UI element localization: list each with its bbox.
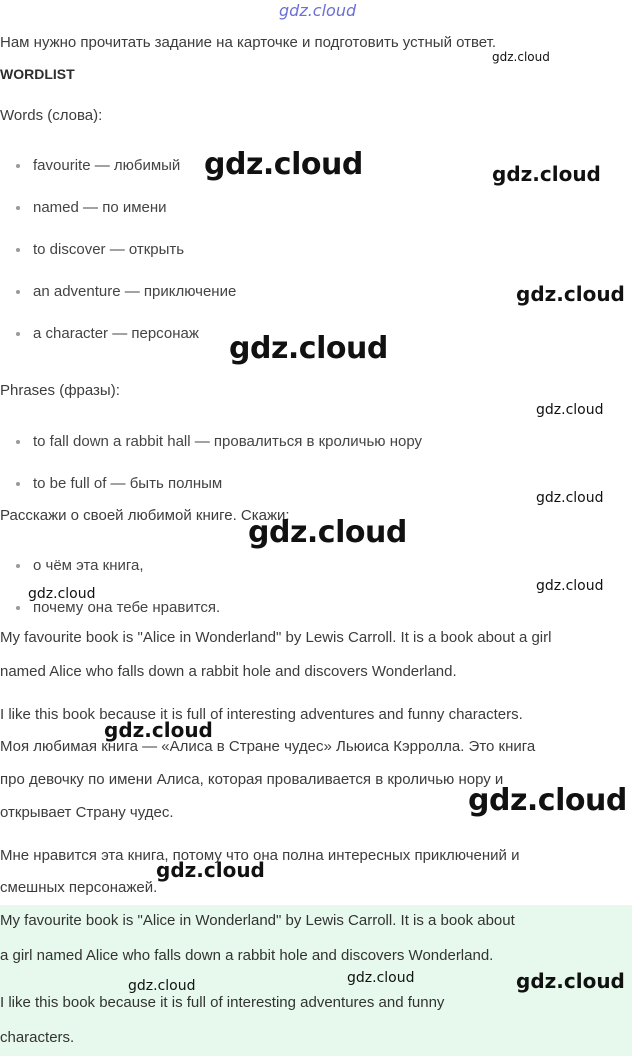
watermark: gdz.cloud <box>536 578 604 594</box>
bullet-icon <box>16 564 20 568</box>
document-page: Нам нужно прочитать задание на карточке и подготовить устный ответ. WORDLIST Words (слова): favourite — любимый named — по имени to discover — открыть an adventure — приключение a character — персонаж Phrases (фразы): to fall down a rabbit hall — провалиться в кроличью нору to be full of — быть полным Расскажи о своей любимой книге. Скажи: о чём эта книга, почему она тебе нравится. My favourite book is "Alice in Wonderland" by Lewis Carroll. It is a book about a girl named Alice who falls down a rabbit hole and discovers Wonderland. I like this book because it is full of interesting adventures and funny characters. Моя любимая книга — «Алиса в Стране чудес» Льюиса Кэрролла. Это книга про девочку по имени Алиса, которая проваливается в кроличью нору и открывает Страну чудес. Мне нравится эта книга, потому что она полна интересных приключений и смешных персонажей. My favourite book is "Alice in Wonderland" by Lewis Carroll. It is a book about a girl named Alice who falls down a rabbit hole and discovers Wonderland. I like this book because it is full of interesting adventures and funny characters. gdz.cloud gdz.cloud gdz.cloud gdz.cloud gdz.cloud gdz.cloud gdz.cloud gdz.cloud gdz.cloud gdz.cloud gdz.cloud gdz.cloud gdz.cloud gdz.cloud gdz.cloud gdz.cloud gdz.cloud <box>0 0 632 1056</box>
final-answer-line: characters. <box>0 1029 75 1046</box>
watermark: gdz.cloud <box>347 970 415 986</box>
watermark: gdz.cloud <box>536 490 604 506</box>
answer-en-line: My favourite book is "Alice in Wonderland" by Lewis Carroll. It is a book about a girl <box>0 629 552 646</box>
wordlist-heading: WORDLIST <box>0 66 75 82</box>
bullet-icon <box>16 290 20 294</box>
watermark: gdz.cloud <box>492 50 550 64</box>
answer-ru-line: открывает Страну чудес. <box>0 804 174 821</box>
bullet-icon <box>16 332 20 336</box>
bullet-icon <box>16 482 20 486</box>
answer-ru-line: смешных персонажей. <box>0 879 158 896</box>
phrases-heading: Phrases (фразы): <box>0 382 120 399</box>
watermark: gdz.cloud <box>156 858 265 882</box>
watermark: gdz.cloud <box>516 969 625 993</box>
bullet-icon <box>16 164 20 168</box>
bullet-icon <box>16 606 20 610</box>
watermark: gdz.cloud <box>516 282 625 306</box>
watermark: gdz.cloud <box>104 718 213 742</box>
watermark: gdz.cloud <box>128 978 196 994</box>
watermark: gdz.cloud <box>248 515 407 550</box>
watermark: gdz.cloud <box>28 586 96 602</box>
bullet-icon <box>16 206 20 210</box>
answer-en-line: I like this book because it is full of interesting adventures and funny characters. <box>0 706 523 723</box>
task-heading: Расскажи о своей любимой книге. Скажи: <box>0 507 290 524</box>
watermark: gdz.cloud <box>279 1 357 20</box>
answer-en-line: named Alice who falls down a rabbit hole and discovers Wonderland. <box>0 663 457 680</box>
final-answer-line: My favourite book is "Alice in Wonderland" by Lewis Carroll. It is a book about <box>0 912 515 929</box>
answer-ru-line: про девочку по имени Алиса, которая проваливается в кроличью нору и <box>0 771 504 788</box>
watermark: gdz.cloud <box>468 783 627 818</box>
watermark: gdz.cloud <box>229 331 388 366</box>
answer-ru-line: Мне нравится эта книга, потому что она полна интересных приключений и <box>0 847 520 864</box>
answer-ru-line: Моя любимая книга — «Алиса в Стране чудес» Льюиса Кэрролла. Это книга <box>0 738 536 755</box>
intro-text: Нам нужно прочитать задание на карточке и подготовить устный ответ. <box>0 34 497 51</box>
watermark: gdz.cloud <box>492 162 601 186</box>
watermark: gdz.cloud <box>204 147 363 182</box>
watermark: gdz.cloud <box>536 402 604 418</box>
final-answer-line: a girl named Alice who falls down a rabbit hole and discovers Wonderland. <box>0 947 494 964</box>
final-answer-line: I like this book because it is full of interesting adventures and funny <box>0 994 445 1011</box>
words-heading: Words (слова): <box>0 107 103 124</box>
bullet-icon <box>16 248 20 252</box>
bullet-icon <box>16 440 20 444</box>
